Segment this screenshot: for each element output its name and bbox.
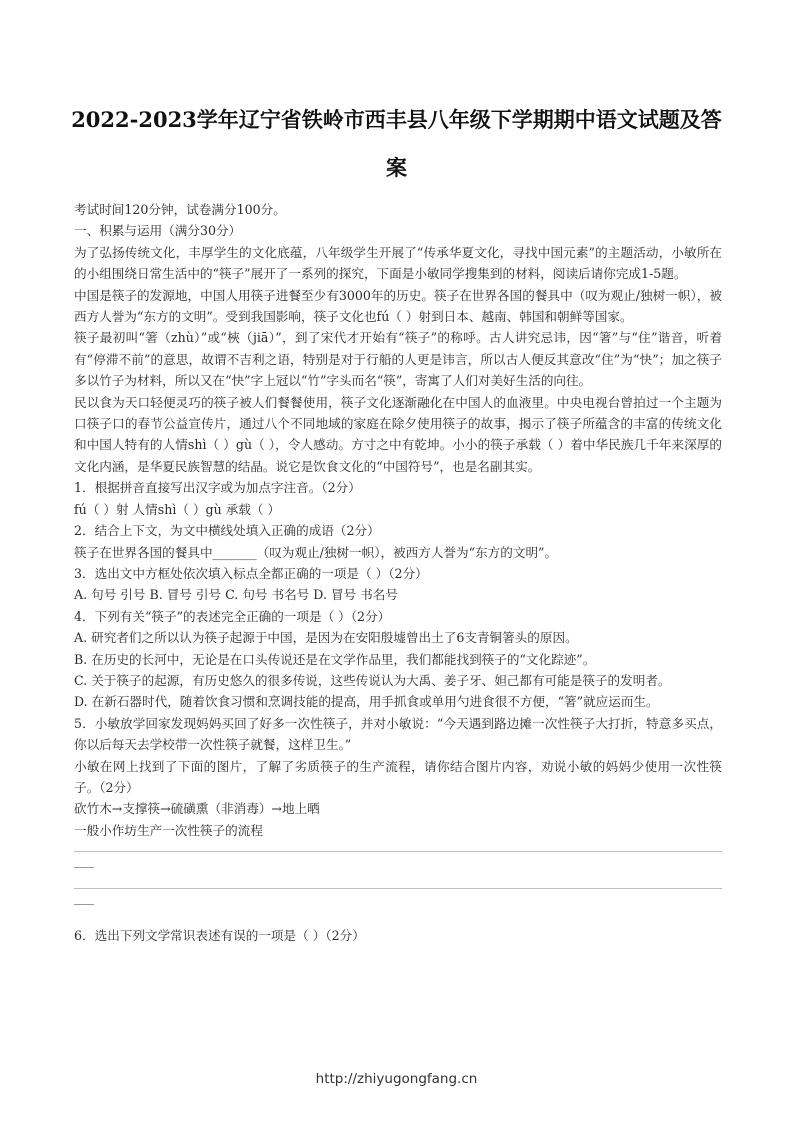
process-flow: 砍竹木→支撑筷→硫磺熏（非消毒）→地上晒 xyxy=(74,801,320,817)
question-4-option-c: C. 关于筷子的起源，有历史悠久的很多传说，这些传说认为大禹、姜子牙、妲己都有可能是筷子的发明者。 xyxy=(74,672,671,688)
material-paragraph-3: 民以食为天口轻便灵巧的筷子被人们餐餐使用，筷子文化逐渐融化在中国人的血液里。中央电视台曾拍过一个主题为口筷子口的春节公益宣传片，通过八个不同地域的家庭在除夕使用筷子的故事，揭示了筷子所蕴含的丰富的传统文化和中国人特有的人情shì（ ）gù（ ），令人感动。方寸之中有乾坤。小小的筷子承载（ ）着中华民族几千年来深厚的文化内涵，是华夏民族智慧的结晶。说它是饮食文化的“中国符号”，也是名副其实。 xyxy=(74,394,722,474)
material-paragraph-1: 中国是筷子的发源地，中国人用筷子进餐至少有3000年的历史。筷子在世界各国的餐具中（叹为观止/独树一帜），被西方人誉为“东方的文明”。受到我国影响，筷子文化也fú（ ）射到日本、越南、韩国和朝鲜等国家。 xyxy=(74,287,722,325)
exam-info: 考试时间120分钟，试卷满分100分。 xyxy=(74,202,286,217)
question-5: 5．小敏放学回家发现妈妈买回了好多一次性筷子，并对小敏说：“今天遇到路边摊一次性筷子大打折，特意多买点，你以后每天去学校带一次性筷子就餐，这样卫生。” xyxy=(74,715,722,753)
footer-url[interactable]: http://zhiyugongfang.cn xyxy=(315,1071,478,1087)
question-1-blanks: fú（ ）射 人情shì（ ）gù 承载（ ） xyxy=(74,501,281,517)
question-2-sentence: 筷子在世界各国的餐具中_______（叹为观止/独树一帜），被西方人誉为“东方的文明”。 xyxy=(74,544,558,560)
question-3-options: A. 句号 引号 B. 冒号 引号 C. 句号 书名号 D. 冒号 书名号 xyxy=(74,587,398,603)
answer-line-2-stub xyxy=(74,904,94,905)
section-heading: 一、积累与运用（满分30分） xyxy=(74,223,242,239)
answer-line-1-stub xyxy=(74,867,94,868)
answer-line-2 xyxy=(74,888,722,889)
process-caption: 一般小作坊生产一次性筷子的流程 xyxy=(74,822,263,838)
question-2: 2．结合上下文，为文中横线处填入正确的成语（2分） xyxy=(74,523,380,539)
answer-line-1 xyxy=(74,851,722,852)
question-4-option-a: A. 研究者们之所以认为筷子起源于中国，是因为在安阳殷墟曾出土了6支青铜箸头的原因。 xyxy=(74,630,578,646)
document-body xyxy=(74,199,722,947)
question-1: 1．根据拼音直接写出汉字或为加点字注音。（2分） xyxy=(74,480,361,496)
question-4-option-b: B. 在历史的长河中，无论是在口头传说还是在文学作品里，我们都能找到筷子的“文化踪迹”。 xyxy=(74,651,596,667)
question-6: 6．选出下列文学常识表述有误的一项是（ ）（2分） xyxy=(74,928,365,944)
document-title xyxy=(60,96,733,192)
title-line-1: 2022-2023学年辽宁省铁岭市西丰县八年级下学期期中语文试题及答 xyxy=(71,107,722,132)
intro-paragraph: 为了弘扬传统文化，丰厚学生的文化底蕴，八年级学生开展了“传承华夏文化，寻找中国元素”的主题活动，小敏所在的小组围绕日常生活中的“筷子”展开了一系列的探究，下面是小敏同学搜集到的材料，阅读后请你完成1-5题。 xyxy=(74,244,722,282)
question-4: 4．下列有关“筷子”的表述完全正确的一项是（ ）（2分） xyxy=(74,608,391,624)
question-5-prompt: 小敏在网上找到了下面的图片，了解了劣质筷子的生产流程，请你结合图片内容，劝说小敏的妈妈少使用一次性筷子。（2分） xyxy=(74,758,722,795)
material-paragraph-2: 筷子最初叫“箸（zhù）”或“梜（jiā）”，到了宋代才开始有“筷子”的称呼。古人讲究忌讳，因“箸”与“住”谐音，听着有“停滞不前”的意思，故谓不吉利之语，特别是对于行船的人更是讳言，所以古人便反其意改“住”为“快”；加之筷子多以竹子为材料，所以又在“快”字上冠以“竹”字头而名“筷”，寄寓了人们对美好生活的向往。 xyxy=(74,330,722,389)
title-line-2: 案 xyxy=(386,155,407,180)
question-4-option-d: D. 在新石器时代，随着饮食习惯和烹调技能的提高，用手抓食或单用勺进食很不方便，“箸”就应运而生。 xyxy=(74,694,659,710)
question-3: 3．选出文中方框处依次填入标点全都正确的一项是（ ）（2分） xyxy=(74,565,428,581)
